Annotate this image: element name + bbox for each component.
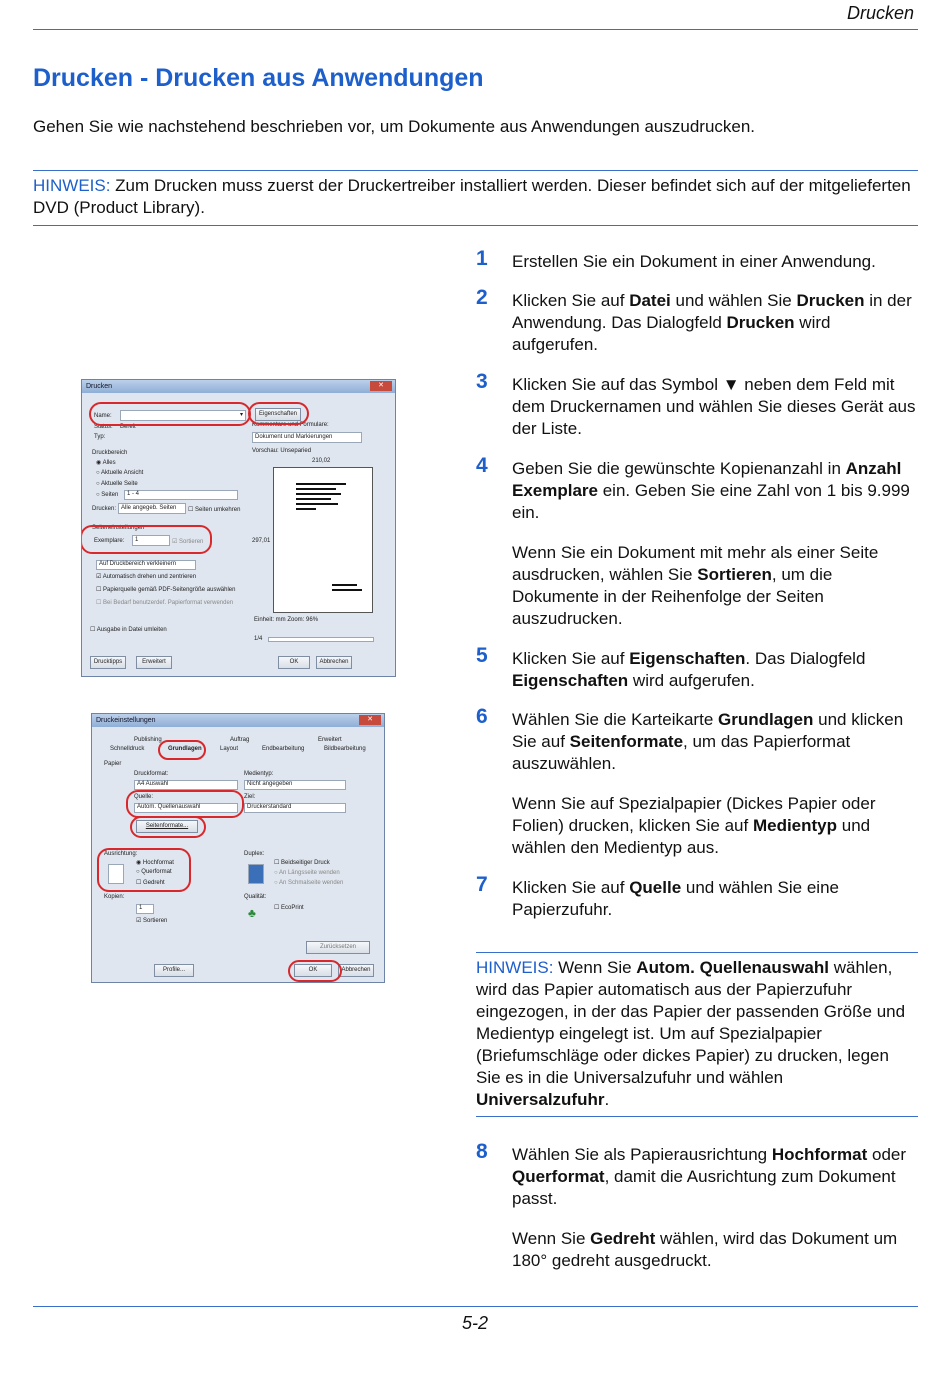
paper-group-label: Papier — [104, 761, 122, 767]
radio-short-edge[interactable]: ○ An Schmalseite wenden — [274, 880, 344, 886]
reset-button[interactable]: Zurücksetzen — [306, 941, 370, 954]
destination-select[interactable] — [244, 803, 346, 813]
step-bold: Gedreht — [590, 1229, 656, 1248]
header-rule — [33, 29, 918, 30]
step-text: Geben Sie die gewünschte Kopienanzahl in — [512, 459, 846, 478]
tab-imaging[interactable]: Bildbearbeitung — [324, 746, 366, 752]
step-text: , um die Dokumente in der Reihenfolge der Seiten auszudrucken. — [512, 565, 833, 628]
highlight-basic-tab — [158, 740, 206, 760]
tab-layout[interactable]: Layout — [220, 746, 239, 752]
copies-label: Exemplare: — [94, 538, 125, 544]
tab-advanced[interactable]: Erweitert — [318, 737, 342, 743]
step-text: Klicken Sie auf — [512, 649, 630, 668]
status-value: Bereit — [120, 424, 136, 430]
step-number: 2 — [476, 286, 488, 309]
tab-job[interactable]: Auftrag — [230, 737, 250, 743]
close-icon[interactable]: ✕ — [370, 381, 392, 391]
radio-current-page[interactable]: ○ Aktuelle Seite — [96, 481, 138, 487]
highlight-printer-name — [89, 402, 251, 426]
comments-select[interactable] — [252, 432, 362, 443]
checkbox-label: EcoPrint — [281, 905, 304, 911]
note-text: Zum Drucken muss zuerst der Druckertreiber installiert werden. Dieser befindet sich auf der mitgelieferten DVD (Product Library). — [33, 176, 911, 217]
radio-long-edge[interactable]: ○ An Längsseite wenden — [274, 870, 340, 876]
highlight-page-sizes — [130, 816, 206, 838]
close-icon[interactable]: ✕ — [359, 715, 381, 725]
media-type-label: Medientyp: — [244, 771, 274, 777]
media-type-value: Nicht angegeben — [247, 781, 293, 787]
preview-text-line — [332, 589, 362, 591]
cancel-button[interactable]: Abbrechen — [316, 656, 352, 669]
radio-label: Hochformat — [142, 860, 174, 866]
preview-text-line — [296, 488, 336, 490]
step-bold: Sortieren — [697, 565, 772, 584]
tab-quick-print[interactable]: Schnelldruck — [110, 746, 145, 752]
note-rule-top — [33, 170, 918, 171]
checkbox-label: Ausgabe in Datei umleiten — [96, 627, 167, 633]
comments-value: Dokument und Markierungen — [255, 434, 333, 440]
step-text: Wählen Sie als Papierausrichtung — [512, 1145, 772, 1164]
step-text: in der Anwendung. Das Dialogfeld — [512, 291, 912, 332]
step-bold: Medientyp — [752, 816, 838, 835]
destination-label: Ziel: — [244, 794, 256, 800]
radio-label: Aktuelle Ansicht — [100, 470, 144, 476]
radio-label: Querformat — [141, 869, 172, 875]
destination-value: Druckerstandard — [247, 804, 292, 810]
note-text: wählen, wird das Papier automatisch aus der Papierzufuhr eingezogen, in der das Papier der passenden Größe und Medientyp eingelegt ist. Um auf Spezialpapier (Briefumschläge oder dickes Papier) zu drucken, legen Sie es in die Universalzufuhr und wählen — [476, 958, 906, 1087]
step-number: 4 — [476, 454, 488, 477]
dialog-title: Druckeinstellungen — [92, 714, 384, 727]
print-size-value: A4 Auswahl — [137, 781, 169, 787]
checkbox-label: Gedreht — [143, 880, 165, 886]
step-text: Klicken Sie auf — [512, 878, 630, 897]
step-text: wählen, wird das Dokument um 180° gedreht ausgedruckt. — [512, 1229, 898, 1270]
profiles-button[interactable]: Profile... — [154, 964, 194, 977]
cancel-button[interactable]: Abbrechen — [338, 964, 374, 977]
step-text: Klicken Sie auf das Symbol ▼ neben dem Feld mit dem Druckernamen und wählen Sie dieses Gerät aus der Liste. — [512, 375, 916, 438]
copies-value: 1 — [135, 537, 139, 543]
radio-label: An Schmalseite wenden — [278, 880, 344, 886]
highlight-properties — [248, 402, 309, 425]
radio-all[interactable]: ◉ Alles — [96, 460, 116, 466]
source-value: Autom. Quellenauswahl — [137, 804, 201, 810]
step-bold: Drucken — [726, 313, 795, 332]
step-2 — [476, 286, 921, 356]
step-text: , damit die Ausrichtung zum Dokument passt. — [512, 1167, 896, 1208]
step-text: Wenn Sie auf Spezialpapier (Dickes Papier oder Folien) drucken, klicken Sie auf — [512, 794, 876, 835]
note-text: . — [604, 1090, 610, 1109]
page-indicator: 1/4 — [254, 636, 263, 642]
step-6-paragraph — [512, 793, 920, 859]
step-number: 8 — [476, 1140, 488, 1163]
page-sizes-button[interactable]: Seitenformate... — [136, 820, 198, 833]
page-slider[interactable] — [268, 637, 374, 642]
pages-value: 1 - 4 — [127, 491, 140, 497]
print-preview — [273, 467, 373, 613]
step-number: 7 — [476, 873, 488, 896]
step-text: Erstellen Sie ein Dokument in einer Anwendung. — [512, 252, 876, 271]
ecoprint-checkbox[interactable]: ☐ EcoPrint — [274, 905, 304, 911]
dialog-title: Drucken — [82, 380, 395, 393]
print-dialog-screenshot — [81, 379, 396, 677]
tree-icon: ♣ — [248, 906, 256, 920]
properties-button[interactable]: Eigenschaften — [255, 408, 301, 421]
preview-width: 210,02 — [312, 458, 331, 464]
advanced-button[interactable]: Erweitert — [136, 656, 172, 669]
print-to-file-checkbox[interactable]: ☐ Ausgabe in Datei umleiten — [90, 627, 167, 633]
step-bold: Grundlagen — [718, 710, 814, 729]
status-label: Status: — [94, 424, 113, 430]
step-bold: Quelle — [629, 878, 682, 897]
preview-text-line — [296, 493, 341, 495]
radio-label: Alles — [102, 460, 116, 466]
note-label: HINWEIS: — [476, 958, 554, 977]
checkbox-label: Sortieren — [179, 539, 204, 545]
print-subset-select[interactable] — [118, 503, 186, 514]
step-8 — [476, 1140, 921, 1210]
print-subset-value: Alle angegeb. Seiten — [121, 505, 177, 511]
preview-text-line — [296, 483, 346, 485]
preview-text-line — [332, 584, 357, 586]
step-text: und wählen den Medientyp aus. — [512, 816, 871, 857]
print-size-label: Druckformat: — [134, 771, 169, 777]
tab-publishing[interactable]: Publishing — [134, 737, 162, 743]
step-8-paragraph — [512, 1228, 920, 1272]
copies-input[interactable] — [136, 904, 154, 914]
printing-preferences-screenshot — [91, 713, 385, 983]
footer-rule — [33, 1306, 918, 1307]
highlight-orientation — [97, 848, 191, 892]
checkbox-label: Sortieren — [143, 918, 168, 924]
radio-portrait[interactable]: ◉ Hochformat — [136, 860, 174, 866]
step-text: und klicken Sie auf — [512, 710, 904, 751]
step-bold: Eigenschaften — [629, 649, 746, 668]
print-label: Drucken: — [92, 506, 117, 512]
radio-pages[interactable]: ○ Seiten — [96, 492, 119, 498]
checkbox-label: Papierquelle gemäß PDF-Seitengröße auswählen — [103, 587, 236, 593]
highlight-ok — [288, 960, 342, 982]
step-3 — [476, 370, 921, 440]
orientation-label: Ausrichtung: — [104, 851, 138, 857]
step-text: , um das Papierformat auszuwählen. — [512, 732, 851, 773]
chevron-down-icon: ▾ — [239, 412, 243, 418]
highlight-source — [126, 790, 244, 818]
pages-input[interactable] — [124, 490, 238, 500]
step-text: ein. Geben Sie eine Zahl von 1 bis 9.999 ein. — [512, 481, 910, 522]
step-text: und wählen Sie eine Papierzufuhr. — [512, 878, 839, 919]
note-label: HINWEIS: — [33, 176, 111, 195]
running-header: Drucken — [846, 3, 914, 23]
quality-label: Qualität: — [244, 894, 267, 900]
auto-rotate-checkbox[interactable]: ☑ Automatisch drehen und zentrieren — [96, 574, 197, 580]
note-installation — [33, 175, 913, 219]
step-bold: Datei — [629, 291, 671, 310]
print-range-label: Druckbereich — [92, 450, 128, 456]
collate-checkbox[interactable]: ☑ Sortieren — [172, 539, 204, 545]
step-text: Klicken Sie auf — [512, 291, 630, 310]
zoom-label: Einheit: mm Zoom: 96% — [254, 617, 319, 623]
preview-text-line — [296, 503, 338, 505]
scaling-select[interactable] — [96, 560, 196, 570]
radio-label: Aktuelle Seite — [100, 481, 138, 487]
highlight-copies — [81, 525, 212, 554]
step-text: Wählen Sie die Karteikarte — [512, 710, 718, 729]
step-text: und wählen Sie — [670, 291, 797, 310]
preview-label: Vorschau: Unseparied — [252, 448, 312, 454]
duplex-icon — [248, 864, 264, 884]
note2-rule-bottom — [476, 1116, 918, 1117]
step-7 — [476, 873, 921, 921]
checkbox-label: Beidseitiger Druck — [281, 860, 330, 866]
preview-text-line — [296, 508, 316, 510]
step-text: wird aufgerufen. — [628, 671, 755, 690]
step-4 — [476, 454, 921, 524]
step-1 — [476, 247, 921, 273]
tab-finishing[interactable]: Endbearbeitung — [262, 746, 305, 752]
ok-button[interactable]: OK — [278, 656, 310, 669]
comments-label: Kommentare und Formulare: — [252, 422, 329, 428]
step-bold: Anzahl Exemplare — [512, 459, 902, 500]
step-bold: Seitenformate — [569, 732, 684, 751]
radio-label: An Längsseite wenden — [278, 870, 340, 876]
step-text: Wenn Sie ein Dokument mit mehr als einer Seite ausdrucken, wählen Sie — [512, 543, 879, 584]
rotated-checkbox[interactable]: ☐ Gedreht — [136, 880, 165, 886]
page-settings-label: Seiteneinstellungen — [92, 525, 145, 531]
duplex-checkbox[interactable]: ☐ Beidseitiger Druck — [274, 860, 330, 866]
note-bold: Autom. Quellenauswahl — [636, 958, 829, 977]
step-number: 1 — [476, 247, 488, 270]
paper-source-checkbox[interactable]: ☐ Papierquelle gemäß PDF-Seitengröße auswählen — [96, 587, 236, 593]
step-number: 3 — [476, 370, 488, 393]
note-bold: Universalzufuhr — [476, 1090, 605, 1109]
step-4-paragraph — [512, 542, 920, 630]
step-bold: Drucken — [796, 291, 865, 310]
type-label: Typ: — [94, 434, 106, 440]
step-bold: Querformat — [512, 1167, 605, 1186]
source-label: Quelle: — [134, 794, 154, 800]
note-text: Wenn Sie — [553, 958, 637, 977]
step-text: wird aufgerufen. — [512, 313, 831, 354]
radio-current-view[interactable]: ○ Aktuelle Ansicht — [96, 470, 144, 476]
checkbox-label: Bei Bedarf benutzerdef. Papierformat verwenden — [103, 600, 234, 606]
copies-label: Kopien: — [104, 894, 125, 900]
page-title: Drucken - Drucken aus Anwendungen — [33, 64, 484, 92]
step-text: Wenn Sie — [512, 1229, 591, 1248]
scaling-value: Auf Druckbereich verkleinern — [99, 561, 177, 567]
checkbox-label: Seiten umkehren — [195, 507, 241, 513]
reverse-pages-checkbox[interactable]: ☐ Seiten umkehren — [188, 507, 241, 513]
note-source-selection — [476, 957, 918, 1111]
name-label: Name: — [94, 413, 112, 419]
print-tips-button[interactable]: Drucktipps — [90, 656, 126, 669]
tab-basic[interactable]: Grundlagen — [168, 746, 202, 752]
note2-rule-top — [476, 952, 918, 953]
media-type-select[interactable] — [244, 780, 346, 790]
note-rule-bottom — [33, 225, 918, 226]
collate-checkbox[interactable]: ☑ Sortieren — [136, 918, 168, 924]
copies-value: 1 — [139, 905, 143, 911]
print-size-select[interactable] — [134, 780, 238, 790]
custom-size-checkbox[interactable]: ☐ Bei Bedarf benutzerdef. Papierformat verwenden — [96, 600, 234, 606]
radio-landscape[interactable]: ○ Querformat — [136, 869, 172, 875]
radio-label: Seiten — [101, 492, 119, 498]
preview-height: 297,01 — [252, 538, 271, 544]
page-number: 5-2 — [461, 1313, 488, 1333]
intro-text: Gehen Sie wie nachstehend beschrieben vor, um Dokumente aus Anwendungen auszudrucken. — [33, 117, 756, 136]
ok-button[interactable]: OK — [294, 964, 332, 977]
step-6 — [476, 705, 921, 775]
checkbox-label: Automatisch drehen und zentrieren — [102, 574, 197, 580]
step-bold: Hochformat — [771, 1145, 868, 1164]
step-number: 6 — [476, 705, 488, 728]
duplex-label: Duplex: — [244, 851, 265, 857]
step-5 — [476, 644, 921, 692]
step-text: . Das Dialogfeld — [745, 649, 866, 668]
step-number: 5 — [476, 644, 488, 667]
step-bold: Eigenschaften — [512, 671, 629, 690]
step-text: oder — [867, 1145, 907, 1164]
preview-text-line — [296, 498, 331, 500]
